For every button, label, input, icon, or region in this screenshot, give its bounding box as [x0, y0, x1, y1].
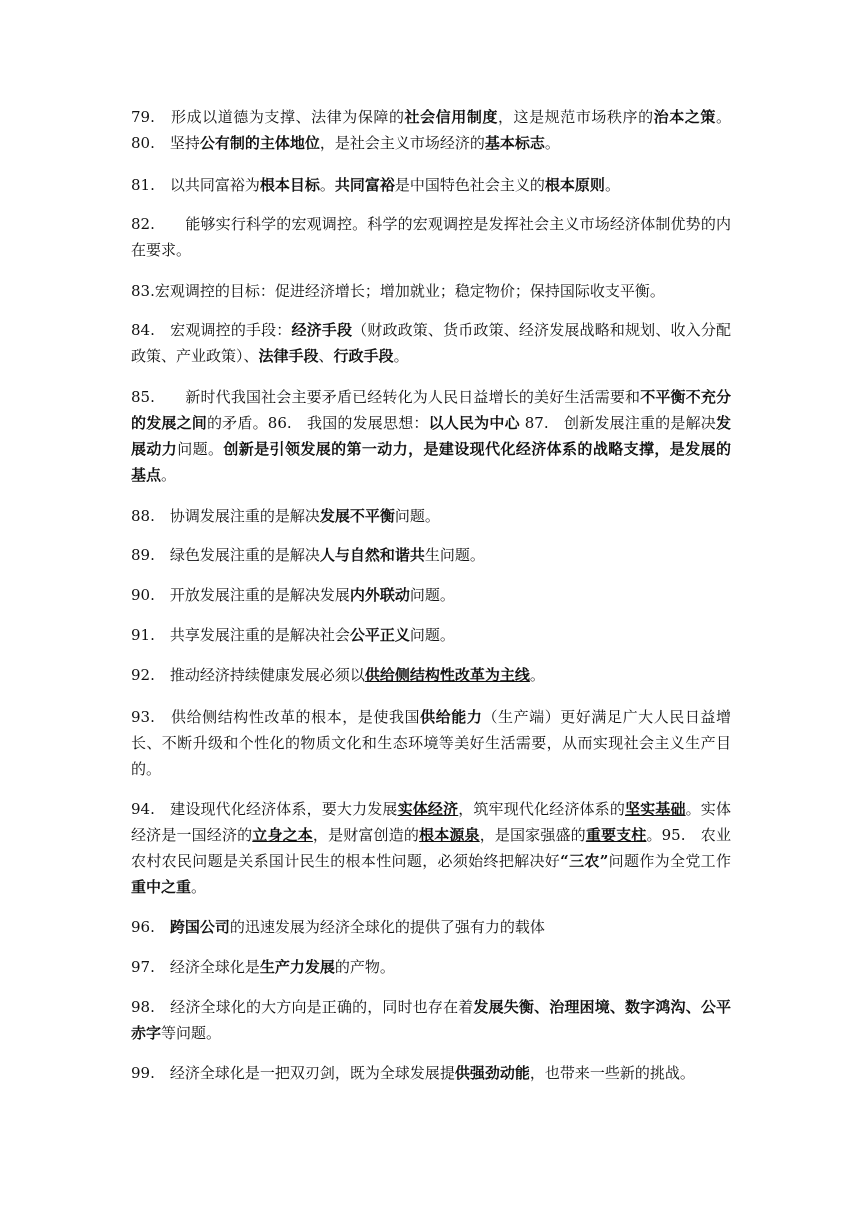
text-run: 94. 建设现代化经济体系，要大力发展: [131, 800, 398, 818]
bold-emphasis: 人与自然和谐共: [319, 546, 425, 564]
bold-emphasis: 社会信用制度: [404, 108, 498, 126]
text-run: 83.宏观调控的目标：促进经济增长；增加就业；稳定物价；保持国际收支平衡。: [131, 282, 665, 300]
bold-emphasis: 生产力发展: [259, 958, 335, 976]
bold-emphasis: 根本原则: [544, 176, 605, 194]
text-run: 是中国特色社会主义的: [394, 176, 545, 194]
text-run: 。: [544, 134, 560, 152]
underlined-emphasis: 坚实基础: [624, 800, 686, 818]
text-run: 85. 新时代我国社会主要矛盾已经转化为人民日益增长的美好生活需要和: [131, 388, 641, 406]
bold-emphasis: “三农”: [560, 852, 609, 870]
paragraph-98: [131, 994, 731, 1046]
bold-emphasis: 供强劲动能: [454, 1064, 530, 1082]
bold-emphasis: 治本之策: [653, 108, 716, 126]
text-run: ，这是规范市场秩序的: [497, 108, 654, 126]
text-run: （生产端）更好满足广大人民日益增长、不断升级和个性化的物质文化和生态环境等美好生活需要，从而实现社会主义生产目的。: [131, 708, 731, 778]
paragraph-89: [131, 542, 731, 568]
paragraph-94: [131, 796, 731, 900]
text-run: 97. 经济全球化是: [131, 958, 260, 976]
paragraph-82: [131, 211, 731, 263]
paragraph-96: [131, 914, 731, 940]
text-run: 87. 创新发展注重的是解决: [519, 414, 716, 432]
bold-emphasis: 行政手段: [333, 347, 394, 365]
paragraph-92: [131, 662, 731, 688]
paragraph-93: [131, 704, 731, 782]
bold-emphasis: 根本目标: [259, 176, 320, 194]
bold-emphasis: 创新是引领发展的第一动力，是建设现代化经济体系的战略支撑，是发展的基点: [131, 440, 731, 484]
text-run: 96.: [131, 918, 170, 936]
text-run: 问题。: [409, 626, 455, 644]
paragraph-79: [131, 104, 731, 156]
text-run: 92. 推动经济持续健康发展必须以: [131, 666, 365, 684]
text-run: 82. 能够实行科学的宏观调控。科学的宏观调控是发挥社会主义市场经济体制优势的内在要求。: [131, 215, 731, 259]
text-run: 问题。: [177, 440, 224, 458]
text-run: 88. 协调发展注重的是解决: [131, 507, 320, 525]
bold-emphasis: 跨国公司: [169, 918, 230, 936]
underlined-emphasis: 实体经济: [397, 800, 459, 818]
text-run: 93. 供给侧结构性改革的根本，是使我国: [131, 708, 421, 726]
text-run: 。: [191, 878, 207, 896]
bold-emphasis: 以人民为中心: [428, 414, 520, 432]
text-run: 。: [161, 466, 177, 484]
paragraph-91: [131, 622, 731, 648]
bold-emphasis: 重中之重: [131, 878, 192, 896]
paragraph-99: [131, 1060, 731, 1086]
text-run: （财政政策、货币政策、经济发展战略和规划、收入分配政策、产业政策）、: [131, 321, 731, 365]
text-run: 。95. 农业农村农民问题是关系国计民生的根本性问题，必须始终把解决好: [131, 826, 731, 870]
paragraph-97: [131, 954, 731, 980]
text-run: 79.: [131, 108, 155, 126]
text-run: ，筑牢现代化经济体系的: [458, 800, 625, 818]
text-run: 。: [529, 666, 545, 684]
text-run: 81. 以共同富裕为: [131, 176, 260, 194]
bold-emphasis: 供给能力: [420, 708, 483, 726]
text-run: 90. 开放发展注重的是解决发展: [131, 586, 350, 604]
text-run: 形成以道德为支撑、法律为保障的: [154, 108, 405, 126]
text-run: 问题作为全党工作: [608, 852, 731, 870]
underlined-emphasis: 供给侧结构性改革为主线: [364, 666, 530, 684]
paragraph-90: [131, 582, 731, 608]
text-run: ，是财富创造的: [312, 826, 420, 844]
underlined-emphasis: 重要支柱: [585, 826, 647, 844]
bold-emphasis: 共同富裕: [334, 176, 395, 194]
text-run: 。: [604, 176, 620, 194]
bold-emphasis: 公平正义: [349, 626, 410, 644]
text-run: ，也带来一些新的挑战。: [529, 1064, 695, 1082]
paragraph-84: [131, 317, 731, 369]
bold-emphasis: 发展失衡、治理困境、数字鸿沟、公平赤字: [131, 998, 731, 1042]
bold-emphasis: 内外联动: [349, 586, 410, 604]
paragraph-81: [131, 172, 731, 198]
text-run: ，是国家强盛的: [479, 826, 586, 844]
text-run: 的矛盾。86. 我国的发展思想：: [206, 414, 429, 432]
text-run: 问题。: [394, 507, 440, 525]
text-run: 的迅速发展为经济全球化的提供了强有力的载体: [229, 918, 545, 936]
text-run: 99. 经济全球化是一把双刃剑，既为全球发展提: [131, 1064, 455, 1082]
bold-emphasis: 发展不平衡: [319, 507, 395, 525]
bold-emphasis: 经济手段: [291, 321, 353, 339]
text-run: 84. 宏观调控的手段：: [131, 321, 292, 339]
underlined-emphasis: 立身之本: [252, 826, 313, 844]
bold-emphasis: 法律手段: [258, 347, 319, 365]
text-run: 。实体经济是一国经济的: [131, 800, 731, 844]
underlined-emphasis: 根本源泉: [419, 826, 480, 844]
text-run: 、: [318, 347, 334, 365]
text-run: 生问题。: [424, 546, 485, 564]
bold-emphasis: 不平衡不充分的发展之间: [131, 388, 731, 432]
bold-emphasis: 公有制的主体地位: [199, 134, 320, 152]
text-run: 的产物。: [334, 958, 395, 976]
text-run: 。: [319, 176, 335, 194]
paragraph-88: [131, 503, 731, 529]
text-run: ，是社会主义市场经济的: [319, 134, 485, 152]
text-run: 91. 共享发展注重的是解决社会: [131, 626, 350, 644]
bold-emphasis: 基本标志: [484, 134, 545, 152]
text-run: 。80. 坚持: [131, 108, 731, 152]
text-run: 等问题。: [161, 1024, 222, 1042]
text-run: 89. 绿色发展注重的是解决: [131, 546, 320, 564]
bold-emphasis: 发展动力: [131, 414, 731, 458]
text-run: 98. 经济全球化的大方向是正确的，同时也存在着: [131, 998, 474, 1016]
paragraph-85: [131, 384, 731, 488]
paragraph-83: [131, 278, 731, 304]
text-run: 问题。: [409, 586, 455, 604]
text-run: 。: [393, 347, 409, 365]
